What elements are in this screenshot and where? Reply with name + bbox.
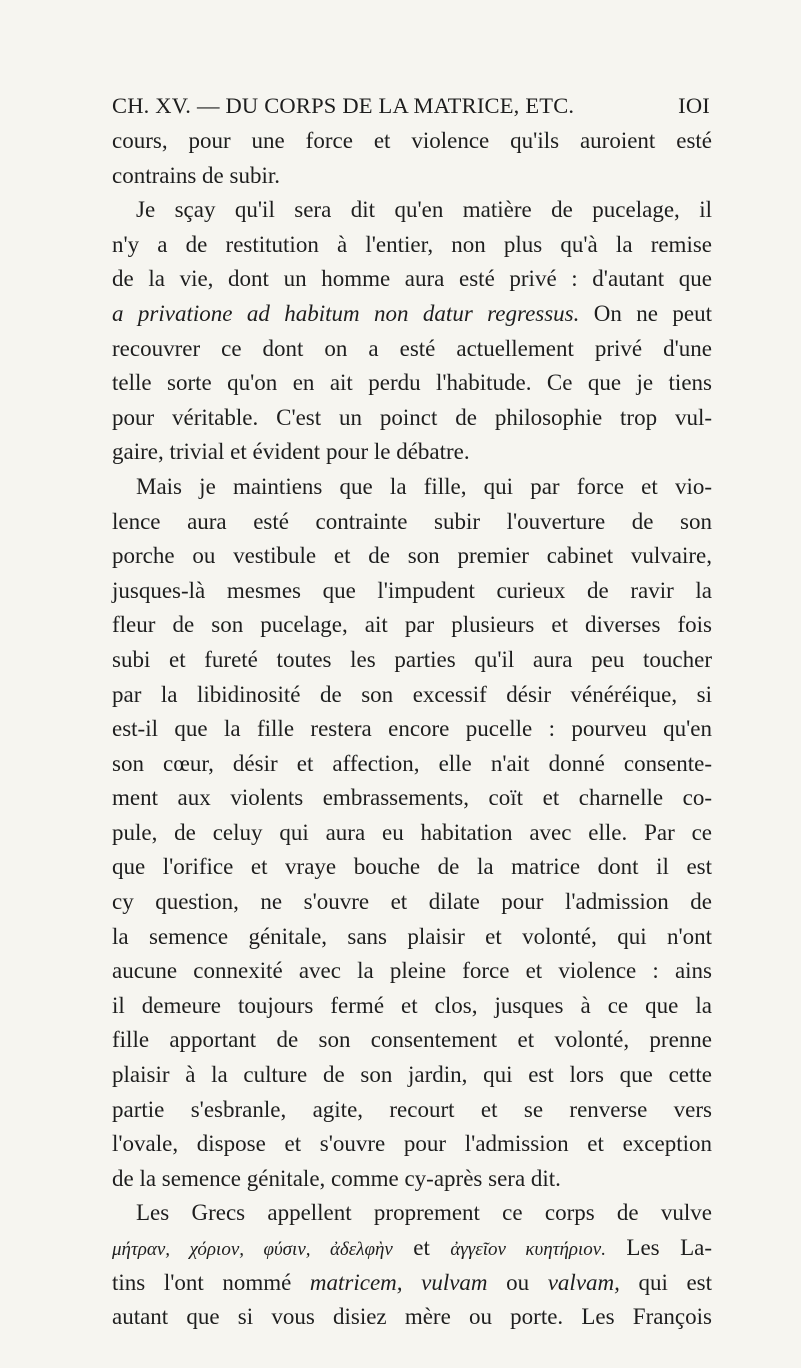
chapter-heading: CH. XV. — DU CORPS DE LA MATRICE, ETC. xyxy=(112,93,575,118)
running-head xyxy=(112,93,732,119)
text-line: n'y a de restitution à l'entier, non plus qu'à la remise xyxy=(112,231,712,257)
text-line: plaisir à la culture de son jardin, qui est lors que cette xyxy=(112,1062,712,1088)
text-line: que l'orifice et vraye bouche de la matrice dont il est xyxy=(112,854,712,880)
text-line xyxy=(112,297,712,332)
text-line xyxy=(112,1266,712,1301)
text-line: recouvrer ce dont on a esté actuellement privé d'une xyxy=(112,335,712,361)
text-line: cy question, ne s'ouvre et dilate pour l'admission de xyxy=(112,889,712,915)
text-line: cours, pour une force et violence qu'ils auroient esté xyxy=(112,128,712,153)
text-line: fleur de son pucelage, ait par plusieurs et diverses fois xyxy=(112,612,712,638)
text-line: il demeure toujours fermé et clos, jusques à ce que la xyxy=(112,992,712,1018)
text-line: de la semence génitale, comme cy-après sera dit. xyxy=(112,1165,561,1191)
text-line: gaire, trivial et évident pour le débatre. xyxy=(112,439,470,465)
page-number: IOI xyxy=(678,93,710,118)
text-fragment: On ne peut xyxy=(593,300,713,326)
text-fragment: Les La- xyxy=(626,1235,712,1260)
text-line: partie s'esbranle, agite, recourt et se renverse vers xyxy=(112,1096,712,1122)
latin-terms: valvam, xyxy=(547,1269,620,1295)
text-line: porche ou vestibule et de son premier cabinet vulvaire, xyxy=(112,543,712,569)
text-line: pour véritable. C'est un poinct de philosophie trop vul- xyxy=(112,404,712,430)
text-fragment: et xyxy=(413,1235,430,1260)
text-line: Mais je maintiens que la fille, qui par force et vio- xyxy=(136,473,712,499)
text-fragment: qui est xyxy=(638,1269,713,1295)
text-line: telle sorte qu'on en ait perdu l'habitude. Ce que je tiens xyxy=(112,370,712,396)
greek-terms: μήτραν, χόριον, φύσιν, ἀδελφὴν xyxy=(112,1239,393,1260)
text-line: l'ovale, dispose et s'ouvre pour l'admission et exception xyxy=(112,1131,712,1157)
latin-phrase: a privatione ad habitum non datur regressus. xyxy=(112,300,580,326)
text-line: jusques-là mesmes que l'impudent curieux de ravir la xyxy=(112,577,712,603)
latin-terms: matricem, vulvam xyxy=(309,1269,488,1295)
text-line: pule, de celuy qui aura eu habitation avec elle. Par ce xyxy=(112,819,712,845)
text-line: subi et fureté toutes les parties qu'il aura peu toucher xyxy=(112,646,712,672)
text-line: autant que si vous disiez mère ou porte. Les François xyxy=(112,1304,712,1330)
text-line: contrains de subir. xyxy=(112,162,280,188)
text-fragment: ou xyxy=(506,1269,530,1295)
text-line: est-il que la fille restera encore pucelle : pourveu qu'en xyxy=(112,716,712,742)
text-line: aucune connexité avec la pleine force et violence : ains xyxy=(112,958,712,984)
text-line: son cœur, désir et affection, elle n'ait donné consente- xyxy=(112,750,712,776)
text-line: lence aura esté contrainte subir l'ouverture de son xyxy=(112,508,712,534)
text-line: Je sçay qu'il sera dit qu'en matière de pucelage, il xyxy=(136,197,712,223)
text-line: ment aux violents embrassements, coït et charnelle co- xyxy=(112,785,712,811)
text-line: de la vie, dont un homme aura esté privé : d'autant que xyxy=(112,266,712,292)
body-text xyxy=(112,124,712,1335)
greek-terms: ἀγγεῖον κυητήριον. xyxy=(450,1239,606,1260)
text-line: Les Grecs appellent proprement ce corps de vulve xyxy=(136,1200,712,1226)
text-fragment: tins l'ont nommé xyxy=(112,1269,292,1295)
text-line xyxy=(112,1231,712,1266)
text-line: fille apportant de son consentement et volonté, prenne xyxy=(112,1027,712,1053)
text-line: par la libidinosité de son excessif désir vénéréique, si xyxy=(112,681,712,707)
text-line: la semence génitale, sans plaisir et volonté, qui n'ont xyxy=(112,923,712,949)
